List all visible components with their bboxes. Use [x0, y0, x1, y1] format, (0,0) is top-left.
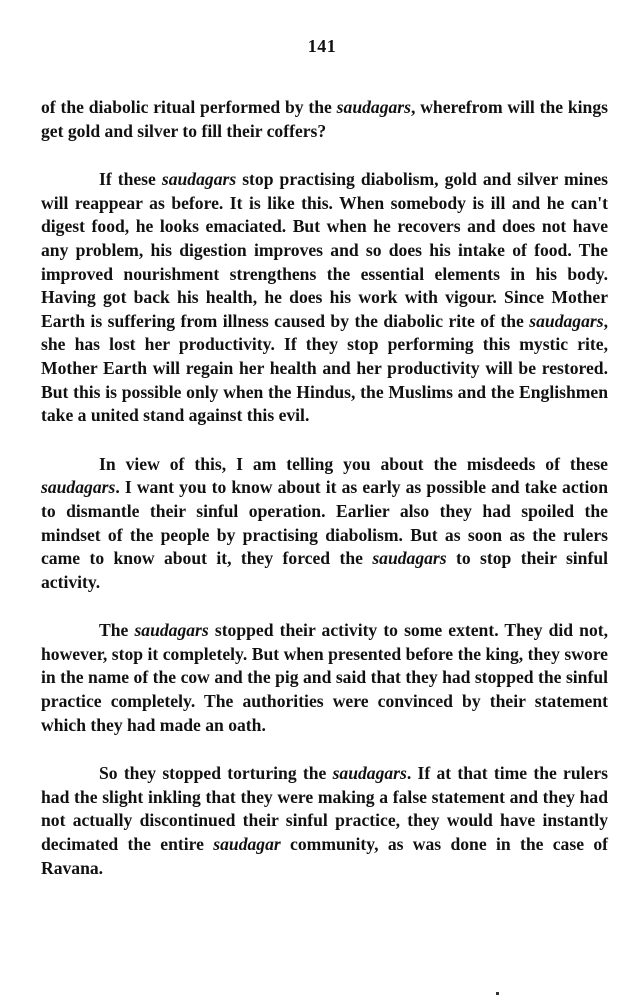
page-number: 141: [307, 36, 337, 56]
italic-term: saudagars: [161, 169, 237, 190]
text-run: . I want you to know about it as early as possible and take action to dismantle their sinful operation. Earlier also they had spoiled the mindset of the people by practising diabolism. But as soon as the rulers came to know about it, they forced the: [41, 477, 608, 569]
italic-term: saudagars: [336, 97, 411, 117]
text-run: So they stopped torturing the: [99, 763, 333, 784]
text-run: . If at that time the rulers had the slight inkling that they were making a false statement and they had not actually discontinued their sinful practice, they would have instantly decimated the entire: [41, 763, 608, 855]
italic-term: saudagars: [529, 310, 604, 331]
italic-term: saudagars: [372, 548, 447, 569]
text-run: , she has lost her productivity. If they stop performing this mystic rite, Mother Earth will regain her health and her productivity will be restored. But this is possible only when the Hindus, the Muslims and the Englishmen take a united stand against this evil.: [41, 310, 608, 426]
body-text: [41, 96, 608, 905]
paragraph: [41, 96, 608, 143]
paragraph: [41, 762, 608, 880]
italic-term: saudagars: [41, 477, 116, 498]
text-run: stopped their activity to some extent. They did not, however, stop it completely. But when presented before the king, they swore in the name of the cow and the pig and said that they had stopped the sinful practice completely. The authorities were convinced by their statement which they had made an oath.: [41, 620, 608, 735]
paragraph: [41, 168, 608, 428]
text-run: The: [99, 620, 135, 641]
text-run: to stop their sinful activity.: [41, 548, 608, 592]
text-run: of the diabolic ritual performed by the: [41, 97, 337, 117]
scan-speck: [496, 992, 499, 995]
text-run: In view of this, I am telling you about the misdeeds of these: [99, 453, 608, 474]
text-run: If these: [99, 169, 162, 190]
italic-term: saudagars: [134, 620, 209, 641]
italic-term: saudagars: [332, 763, 407, 784]
text-run: community, as was done in the case of Ravana.: [41, 834, 608, 878]
italic-term: saudagar: [213, 834, 281, 855]
text-run: stop practising diabolism, gold and silver mines will reappear as before. It is like this. When somebody is ill and he can't digest food, he looks emaciated. But when he recovers and does not have any problem, his digestion improves and so does his intake of food. The improved nourishment strengthens the essential elements in his body. Having got back his health, he does his work with vigour. Since Mother Earth is suffering from illness caused by the diabolic rite of the: [41, 169, 608, 331]
paragraph: [41, 453, 608, 595]
paragraph: [41, 619, 608, 737]
text-run: , wherefrom will the kings get gold and silver to fill their coffers?: [41, 97, 608, 141]
